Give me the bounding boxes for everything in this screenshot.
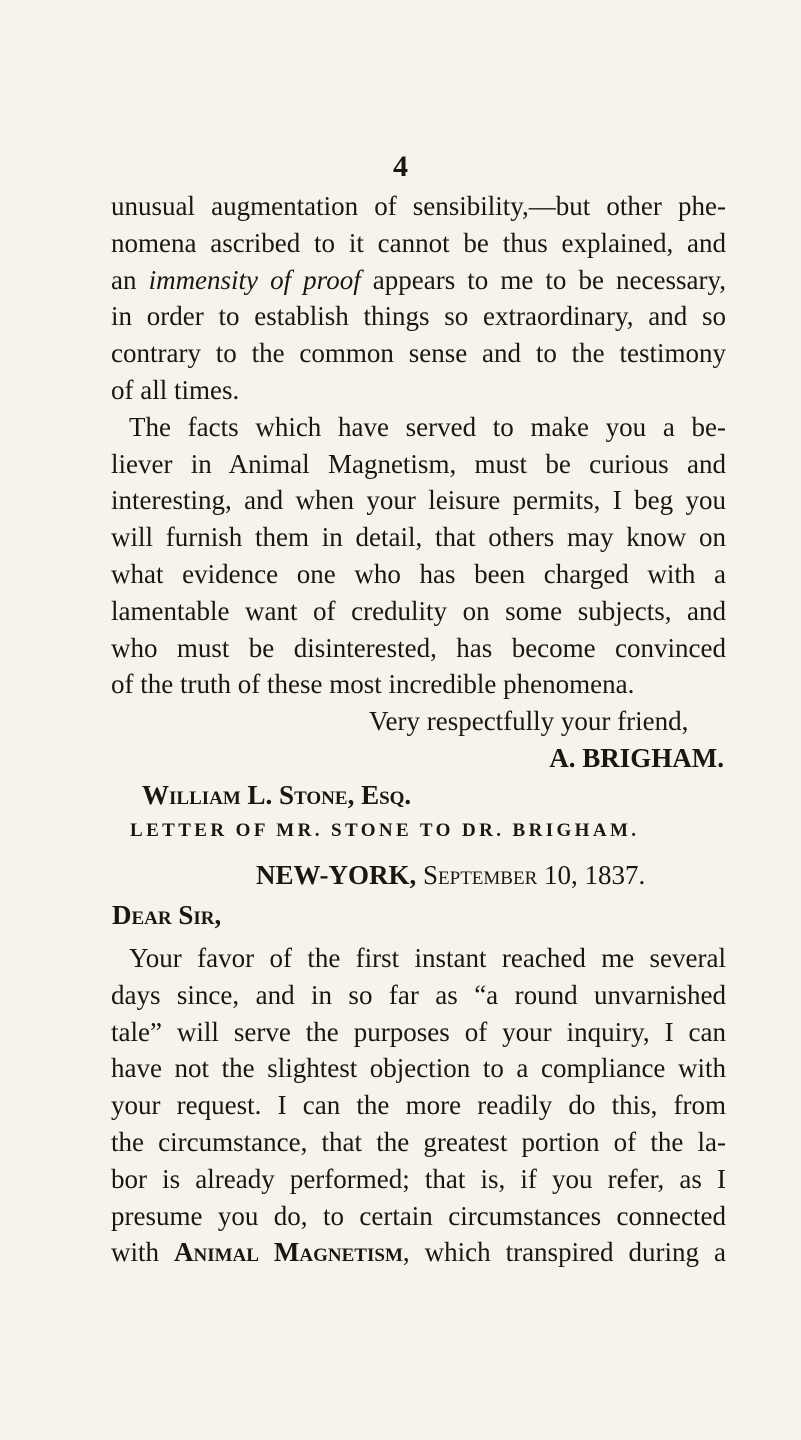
text-line: what evidence one who has been charged with a xyxy=(111,558,726,589)
text-line: liever in Animal Magnetism, must be curious and xyxy=(111,448,726,479)
text-line: the circumstance, that the greatest portion of the la- xyxy=(111,1126,726,1157)
small-caps-phrase: Animal Magnetism xyxy=(174,1237,403,1268)
text-line: contrary to the common sense and to the testimony xyxy=(111,338,726,369)
paragraph-start-line: Your favor of the first instant reached me several xyxy=(129,943,726,973)
text-line: have not the slightest objection to a compliance with xyxy=(111,1053,726,1084)
text-line: days since, and in so far as “a round unvarnished xyxy=(111,979,726,1010)
dateline-date: September 10, 1837. xyxy=(423,860,646,890)
text-segment: an xyxy=(111,264,149,295)
dateline xyxy=(256,860,645,891)
text-line-with-small-caps xyxy=(111,1234,726,1271)
text-line: who must be disinterested, has become convinced xyxy=(111,632,726,663)
emphasized-phrase: immensity of proof xyxy=(148,264,361,295)
text-line: your request. I can the more readily do this, from xyxy=(111,1090,726,1121)
text-segment: appears to me to be necessary, xyxy=(360,264,726,295)
signature: A. BRIGHAM. xyxy=(549,742,724,773)
text-line: of all times. xyxy=(111,374,240,405)
letter-heading: LETTER OF MR. STONE TO DR. BRIGHAM. xyxy=(130,820,640,841)
dateline-place: NEW-YORK, xyxy=(256,860,423,890)
closing-salutation: Very respectfully your friend, xyxy=(369,706,689,737)
salutation: Dear Sir, xyxy=(112,900,222,930)
text-line: of the truth of these most incredible phenomena. xyxy=(111,669,635,700)
text-segment: with xyxy=(111,1237,174,1268)
text-line: interesting, and when your leisure permits, I beg you xyxy=(111,485,726,516)
text-line: bor is already performed; that is, if you refer, as I xyxy=(111,1163,726,1194)
paragraph-start-line: The facts which have served to make you a be- xyxy=(129,411,726,442)
text-line: will furnish them in detail, that others may know on xyxy=(111,522,726,553)
text-line: presume you do, to certain circumstances connected xyxy=(111,1200,726,1231)
text-line: in order to establish things so extraordinary, and so xyxy=(111,301,726,332)
addressee: William L. Stone, Esq. xyxy=(142,779,412,810)
text-line: lamentable want of credulity on some subjects, and xyxy=(111,595,726,626)
continued-letter-text xyxy=(111,188,726,814)
page-number: 4 xyxy=(393,150,408,183)
text-line: unusual augmentation of sensibility,—but other phe- xyxy=(111,191,726,221)
text-line: tale” will serve the purposes of your inquiry, I can xyxy=(111,1016,726,1047)
text-line-with-emphasis xyxy=(111,262,726,299)
text-line: nomena ascribed to it cannot be thus explained, and xyxy=(111,227,726,258)
text-segment: , which transpired during a xyxy=(402,1237,726,1268)
letter-body xyxy=(111,940,726,1271)
